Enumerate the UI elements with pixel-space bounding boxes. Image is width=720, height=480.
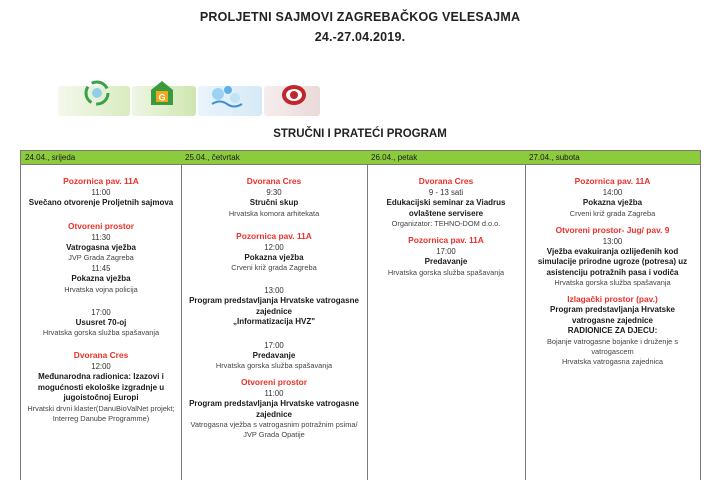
day-column-thursday xyxy=(181,150,368,480)
event-time: 9 - 13 sati xyxy=(428,188,464,197)
logos-banner xyxy=(58,76,318,120)
event-time: 11:00 xyxy=(91,188,111,197)
event-organizer: Vatrogasna vježba s vatrogasnim potražnim psima/ JVP Grada Opatije xyxy=(190,420,358,439)
event-title: Program predstavljanja Hrvatske vatrogasne zajednice xyxy=(189,296,359,316)
event-location: Izlagački prostor (pav.) xyxy=(567,294,658,304)
event-time: 12:00 xyxy=(91,362,111,371)
event-title: Edukacijski seminar za Viadrus ovlaštene servisere xyxy=(386,198,506,218)
event-location: Dvorana Cres xyxy=(73,350,129,360)
event-location: Pozornica pav. 11A xyxy=(574,176,651,186)
day-column-friday xyxy=(367,150,526,480)
event-location: Otvoreni prostor xyxy=(240,377,308,387)
event-title: Pokazna vježba xyxy=(244,252,304,262)
event-time: 9:30 xyxy=(266,188,282,197)
event-time: 11:30 xyxy=(91,232,111,242)
eye-emblem-logo-icon xyxy=(280,83,308,112)
event-title: Pokazna vježba xyxy=(582,198,643,207)
day-header: 27.04., subota xyxy=(525,150,700,165)
program-table xyxy=(20,150,701,480)
event-dates: 24.-27.04.2019. xyxy=(314,30,406,44)
event-title: Ususret 70-oj xyxy=(75,317,127,327)
day-header: 24.04., srijeda xyxy=(21,150,181,165)
day-header: 26.04., petak xyxy=(367,150,525,165)
event-title: Program predstavljanja Hrvatske vatrogasne zajednice xyxy=(189,399,359,419)
event-time: 11:00 xyxy=(264,389,284,398)
water-bubbles-logo-icon xyxy=(210,82,244,113)
event-location: Pozornica pav. 11A xyxy=(236,230,312,241)
event-title: Pokazna vježba xyxy=(71,274,131,283)
svg-text:G: G xyxy=(158,92,166,103)
event-organizer: Organizator: TEHNO-DOM d.o.o. xyxy=(391,219,501,228)
event-organizer: Hrvatska gorska služba spašavanja xyxy=(387,267,505,277)
event-subtitle: RADIONICE ZA DJECU: xyxy=(567,326,658,335)
event-organizer: Hrvatska gorska služba spašavanja xyxy=(554,278,671,287)
event-time: 17:00 xyxy=(436,247,456,256)
event-organizer: Hrvatska vojna policija xyxy=(64,284,138,294)
event-location: Otvoreni prostor- Jug/ pav. 9 xyxy=(555,224,670,235)
event-title: Stručni skup xyxy=(249,198,299,207)
event-time: 17:00 xyxy=(264,340,284,350)
event-time: 11:45 xyxy=(91,264,111,273)
event-organizer: Hrvatski drvni klaster(DanuBioValNet projekt; Interreg Danube Programme) xyxy=(27,403,175,423)
event-organizer: JVP Grada Zagreba xyxy=(68,253,134,262)
event-organizer: Hrvatska komora arhitekata xyxy=(228,208,320,218)
event-organizer: Hrvatska gorska služba spašavanja xyxy=(42,328,160,337)
event-time: 13:00 xyxy=(602,236,623,246)
event-title: Predavanje xyxy=(252,350,296,360)
event-title: Svečano otvorenje Proljetnih sajmova xyxy=(28,198,174,207)
event-location: Pozornica pav. 11A xyxy=(408,235,484,245)
event-time: 14:00 xyxy=(602,188,623,197)
event-title: Program predstavljanja Hrvatske vatrogasne zajednice xyxy=(550,305,675,325)
event-location: Pozornica pav. 11A xyxy=(63,176,139,186)
event-organizer: Bojanje vatrogasne bojanke i druženje s vatrogascem xyxy=(546,336,679,356)
event-organizer: Crveni križ grada Zagreba xyxy=(231,263,317,272)
recycling-logo-icon xyxy=(84,80,110,111)
event-location: Dvorana Cres xyxy=(418,176,474,186)
section-title: STRUČNI I PRATEĆI PROGRAM xyxy=(273,128,447,140)
page-title: PROLJETNI SAJMOVI ZAGREBAČKOG VELESAJMA xyxy=(199,10,521,24)
event-title: Vježba evakuiranja ozlijeđenih kod simulacije prirodne ugroze (potresa) uz asistenciju potražnih pasa i vodiča xyxy=(537,246,688,277)
event-title: Vatrogasna vježba xyxy=(66,242,136,252)
event-title: Međunarodna radionica: Izazovi i mogućnosti ekološke izgradnje u jugoistočnoj Europi xyxy=(37,372,165,402)
event-time: 17:00 xyxy=(91,307,111,317)
event-time: 13:00 xyxy=(264,286,284,295)
event-organizer: Hrvatska vatrogasna zajednica xyxy=(561,356,664,366)
day-column-saturday xyxy=(525,150,701,480)
event-organizer: Hrvatska gorska služba spašavanja xyxy=(215,361,333,370)
event-location: Dvorana Cres xyxy=(246,176,302,186)
event-title: Predavanje xyxy=(424,257,468,266)
event-subtitle: „Informatizacija HVZ" xyxy=(232,317,316,326)
event-location: Otvoreni prostor xyxy=(67,220,135,231)
day-column-wednesday xyxy=(21,150,182,480)
green-g-house-logo-icon xyxy=(150,80,174,111)
day-header: 25.04., četvrtak xyxy=(181,150,367,165)
event-organizer: Crveni križ grada Zagreba xyxy=(569,208,656,218)
event-time: 12:00 xyxy=(264,242,284,252)
